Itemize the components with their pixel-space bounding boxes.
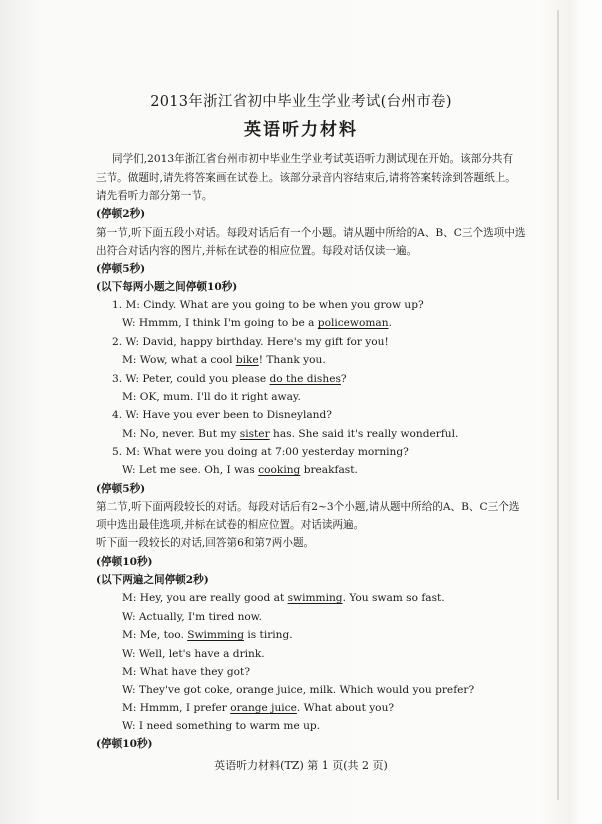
keyword-underlined: Swimming [187,629,244,641]
section2-instruction-2: 项中选出最佳选项,并标在试卷的相应位置。对话读两遍。 [96,519,365,531]
dialogue-line: M: Wow, what a cool bike! Thank you. [122,354,326,366]
keyword-underlined: do the dishes [269,373,341,385]
dialogue-line: W: Well, let's have a drink. [122,648,265,660]
pause-note: (以下每两小题之间停顿10秒) [96,281,238,293]
dialogue-line: W: They've got coke, orange juice, milk. Which would you prefer? [122,684,475,696]
exam-title: 2013年浙江省初中毕业生学业考试(台州市卷) [150,94,452,110]
section1-instruction-2: 出符合对话内容的图片,并标在试卷的相应位置。每段对话仅读一遍。 [96,245,418,257]
section2-instruction-3: 听下面一段较长的对话,回答第6和第7两小题。 [96,537,315,549]
dialogue-line: 1. M: Cindy. What are you going to be when you grow up? [112,299,424,311]
intro-line-2: 三节。做题时,请先将答案画在试卷上。该部分录音内容结束后,请将答案转涂到答题纸上。 [96,172,516,184]
section1-instruction-1: 第一节,听下面五段小对话。每段对话后有一个小题。请从题中所给的A、B、C三个选项中选 [96,227,526,239]
dialogue-line: W: Let me see. Oh, I was cooking breakfast. [122,464,358,476]
dialogue-line: 2. W: David, happy birthday. Here's my gift for you! [112,336,389,348]
dialogue-line: 3. W: Peter, could you please do the dishes? [112,373,347,385]
intro-line-3: 请先看听力部分第一节。 [96,190,213,202]
keyword-underlined: orange juice [230,702,297,714]
keyword-underlined: policewoman [317,317,389,329]
dialogue-line: W: Hmmm, I think I'm going to be a policewoman. [122,317,392,329]
keyword-underlined: cooking [258,464,301,476]
dialogue-line: M: Me, too. Swimming is tiring. [122,629,293,641]
dialogue-line: M: No, never. But my sister has. She said it's really wonderful. [122,428,459,440]
dialogue-line: W: I need something to warm me up. [122,720,321,732]
dialogue-line: W: Actually, I'm tired now. [122,611,262,623]
dialogue-line: 4. W: Have you ever been to Disneyland? [112,409,332,421]
pause-note: (停顿2秒) [96,208,146,220]
keyword-underlined: sister [239,428,270,440]
dialogue-line: M: What have they got? [122,666,250,678]
dialogue-line: 5. M: What were you doing at 7:00 yesterday morning? [112,446,409,458]
page-footer: 英语听力材料(TZ) 第 1 页(共 2 页) [214,759,388,772]
pause-note: (停顿5秒) [96,263,146,275]
pause-note: (以下两遍之间停顿2秒) [96,574,209,586]
section2-instruction-1: 第二节,听下面两段较长的对话。每段对话后有2~3个小题,请从题中所给的A、B、C三个选 [96,501,520,513]
exam-subtitle: 英语听力材料 [244,120,358,140]
keyword-underlined: bike [235,354,259,366]
dialogue-line: M: Hmmm, I prefer orange juice. What about you? [122,702,395,714]
dialogue-line: M: Hey, you are really good at swimming. You swam so fast. [122,592,445,604]
keyword-underlined: swimming [287,592,343,604]
pause-note: (停顿10秒) [96,556,153,568]
intro-line-1: 同学们,2013年浙江省台州市初中毕业生学业考试英语听力测试现在开始。该部分共有 [112,153,514,165]
dialogue-line: M: OK, mum. I'll do it right away. [122,391,301,403]
pause-note: (停顿5秒) [96,483,146,495]
pause-note: (停顿10秒) [96,738,153,750]
